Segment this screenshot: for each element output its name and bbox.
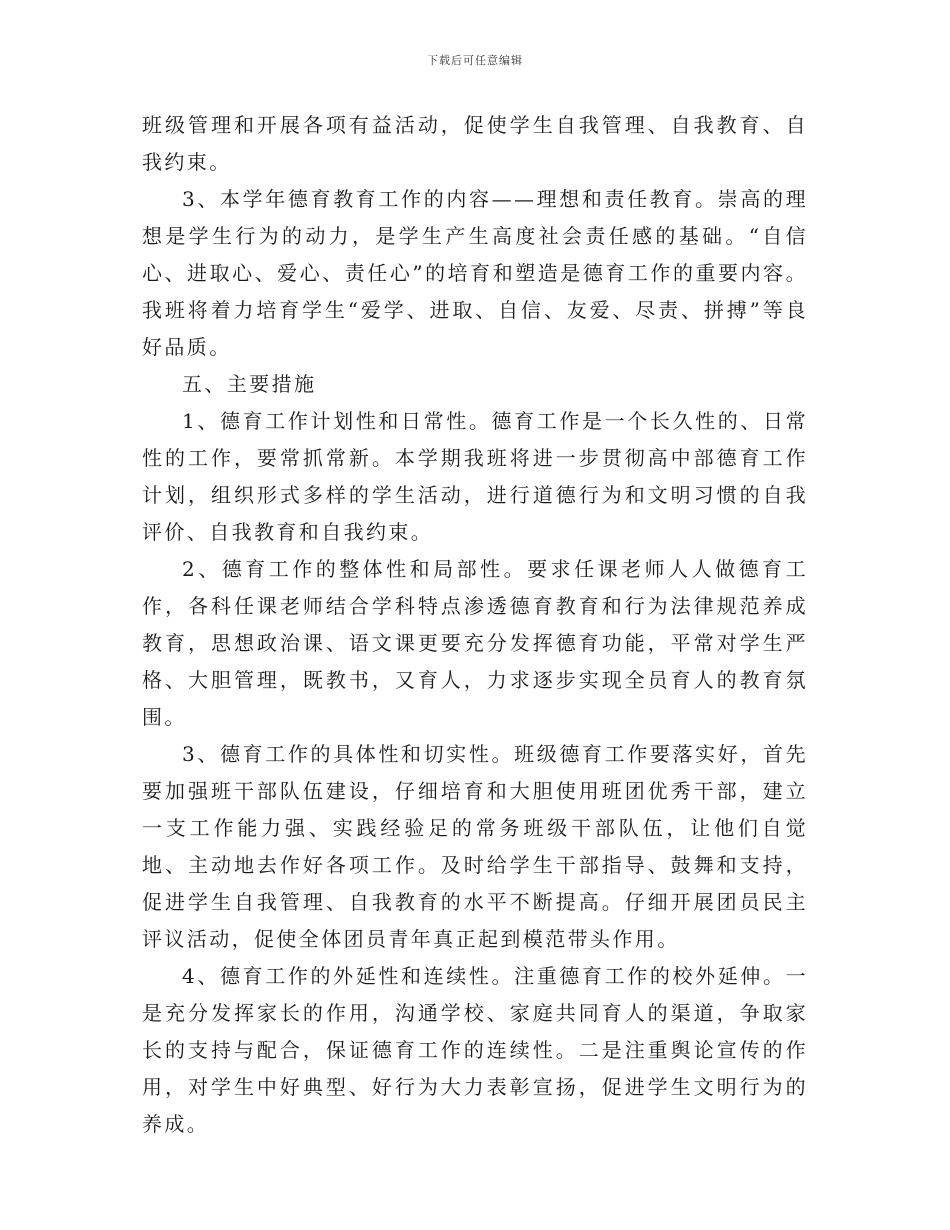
- section-heading-main-measures: 五、主要措施: [182, 372, 317, 396]
- paragraph-continuation: 班级管理和开展各项有益活动，促使学生自我管理、自我教育、自我约束。: [142, 113, 808, 174]
- paragraph-measure-2: 2、德育工作的整体性和局部性。要求任课老师人人做德育工作，各科任课老师结合学科特点渗透德育教育和行为法律规范养成教育，思想政治课、语文课更要充分发挥德育功能，平常对学生严格、大胆管理，既教书，又育人，力求逐步实现全员育人的教育氛围。: [142, 557, 808, 729]
- paragraph-measure-1: 1、德育工作计划性和日常性。德育工作是一个长久性的、日常性的工作，要常抓常新。本学期我班将进一步贯彻高中部德育工作计划，组织形式多样的学生活动，进行道德行为和文明习惯的自我评价、自我教育和自我约束。: [142, 409, 808, 544]
- paragraph-item-3-ideal-education: 3、本学年德育教育工作的内容——理想和责任教育。崇高的理想是学生行为的动力，是学生产生高度社会责任感的基础。“自信心、进取心、爱心、责任心”的培育和塑造是德育工作的重要内容。我班将着力培育学生“爱学、进取、自信、友爱、尽责、拼搏”等良好品质。: [142, 187, 808, 359]
- paragraph-measure-4: 4、德育工作的外延性和连续性。注重德育工作的校外延伸。一是充分发挥家长的作用，沟通学校、家庭共同育人的渠道，争取家长的支持与配合，保证德育工作的连续性。二是注重舆论宣传的作用，对学生中好典型、好行为大力表彰宣扬，促进学生文明行为的养成。: [142, 964, 808, 1136]
- document-body: [142, 107, 808, 1143]
- page-header: 下载后可任意编辑: [427, 54, 523, 67]
- paragraph-measure-3: 3、德育工作的具体性和切实性。班级德育工作要落实好，首先要加强班干部队伍建设，仔细培育和大胆使用班团优秀干部，建立一支工作能力强、实践经验足的常务班级干部队伍，让他们自觉地、主动地去作好各项工作。及时给学生干部指导、鼓舞和支持，促进学生自我管理、自我教育的水平不断提高。仔细开展团员民主评议活动，促使全体团员青年真正起到模范带头作用。: [142, 742, 808, 951]
